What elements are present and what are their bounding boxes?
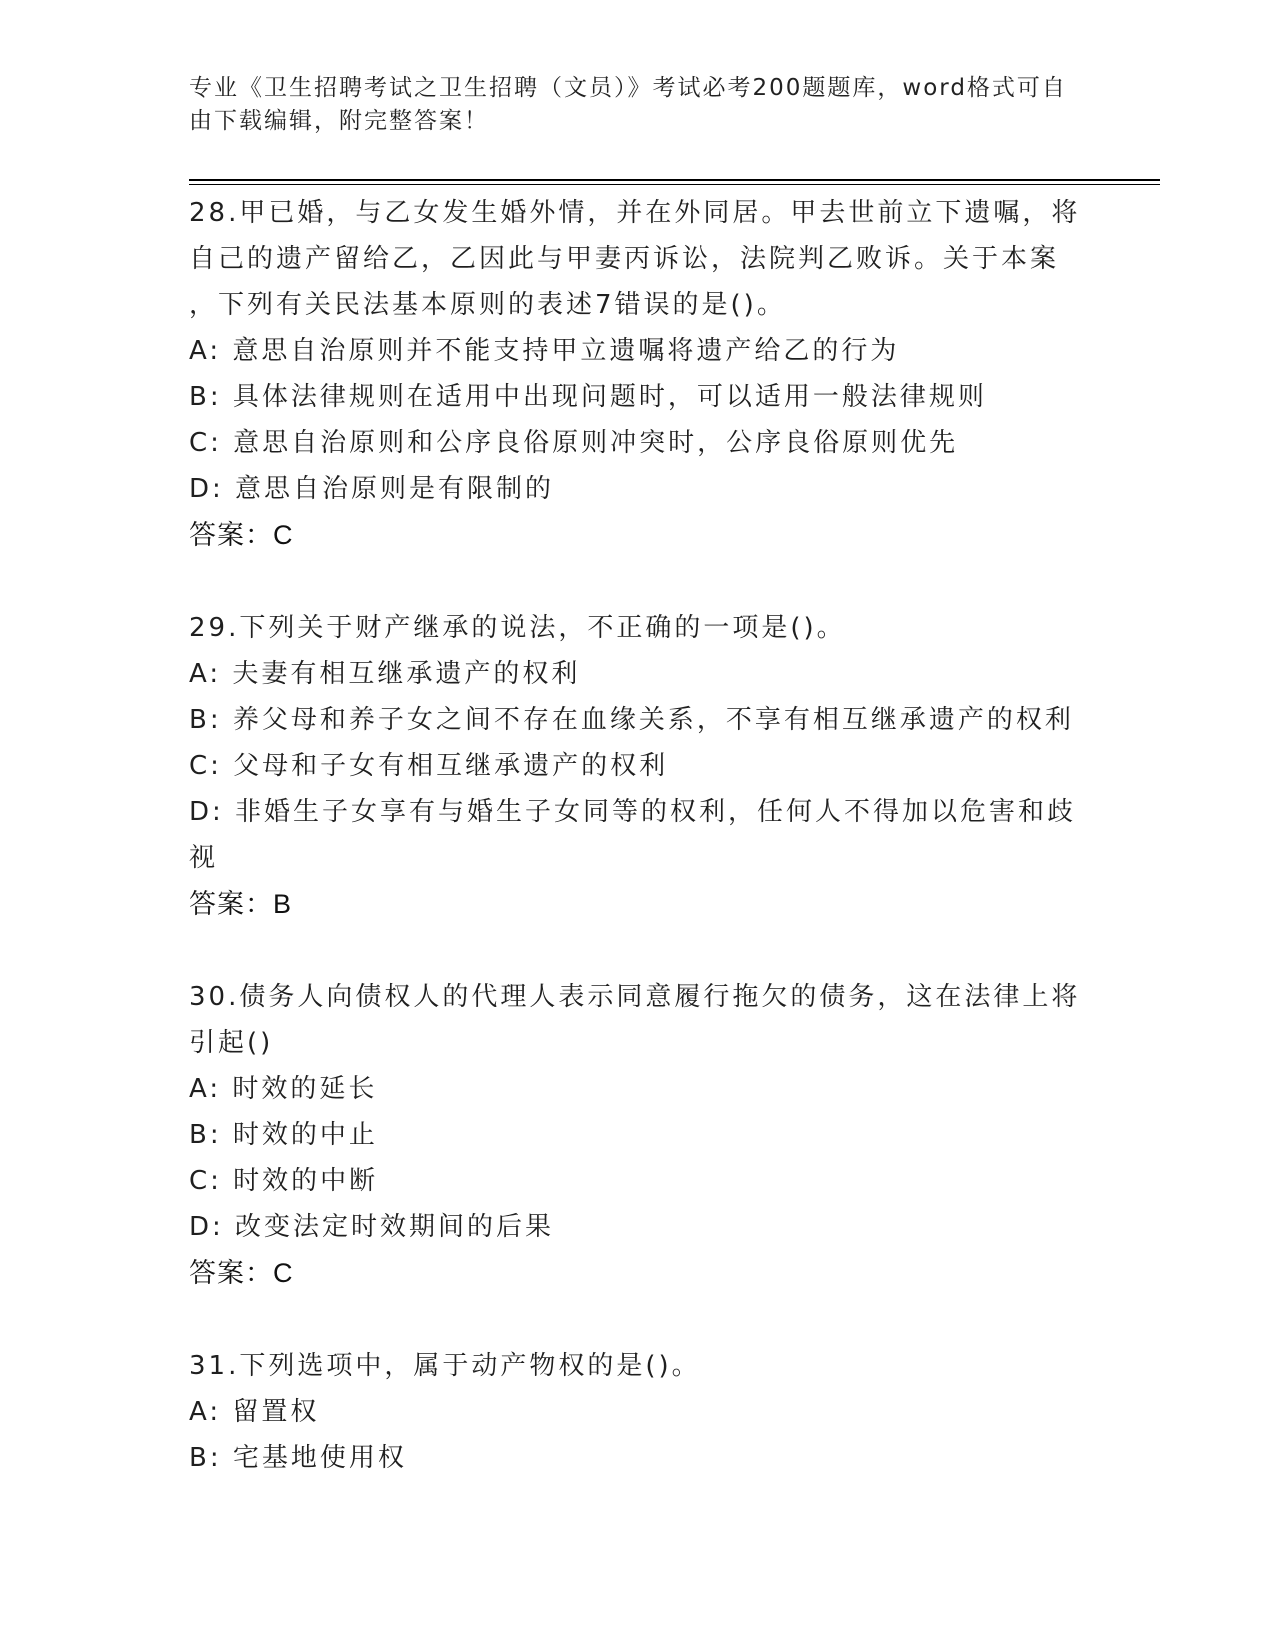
question-stem-line: 引起() <box>189 1028 274 1058</box>
option-d: D: 改变法定时效期间的后果 <box>189 1212 555 1242</box>
option-b: B: 宅基地使用权 <box>189 1443 407 1473</box>
answer-label: 答案： <box>189 889 273 920</box>
question-30 <box>189 974 1089 1297</box>
question-stem-line: 31.下列选项中，属于动产物权的是()。 <box>189 1351 701 1381</box>
option-b: B: 时效的中止 <box>189 1120 378 1150</box>
header-line-1: 专业《卫生招聘考试之卫生招聘（文员）》考试必考200题题库，word格式可自 <box>189 75 1067 101</box>
option-a: A: 留置权 <box>189 1397 320 1427</box>
answer-value: C <box>273 520 294 550</box>
question-stem-line: 28.甲已婚，与乙女发生婚外情，并在外同居。甲去世前立下遗嘱，将 <box>189 198 1081 228</box>
answer-line <box>189 1250 1089 1297</box>
question-stem-line: 29.下列关于财产继承的说法，不正确的一项是()。 <box>189 613 846 643</box>
question-28 <box>189 190 1089 559</box>
header-line-2: 由下载编辑，附完整答案！ <box>189 108 489 134</box>
question-stem-line: ，下列有关民法基本原则的表述7错误的是()。 <box>189 290 786 320</box>
question-31 <box>189 1343 1089 1481</box>
question-stem-line: 自己的遗产留给乙，乙因此与甲妻丙诉讼，法院判乙败诉。关于本案 <box>189 244 1060 274</box>
question-stem-line: 30.债务人向债权人的代理人表示同意履行拖欠的债务，这在法律上将 <box>189 982 1081 1012</box>
answer-line <box>189 512 1089 559</box>
option-a: A: 夫妻有相互继承遗产的权利 <box>189 659 581 689</box>
option-d: D: 非婚生子女享有与婚生子女同等的权利，任何人不得加以危害和歧 <box>189 797 1077 827</box>
option-a: A: 意思自治原则并不能支持甲立遗嘱将遗产给乙的行为 <box>189 336 900 366</box>
question-list <box>189 190 1089 1481</box>
answer-label: 答案： <box>189 520 273 551</box>
question-29 <box>189 605 1089 928</box>
option-c: C: 意思自治原则和公序良俗原则冲突时，公序良俗原则优先 <box>189 428 959 458</box>
document-header <box>189 72 1089 138</box>
option-c: C: 时效的中断 <box>189 1166 379 1196</box>
option-d-continued: 视 <box>189 843 219 873</box>
option-c: C: 父母和子女有相互继承遗产的权利 <box>189 751 669 781</box>
header-divider-thin <box>189 184 1160 185</box>
option-d: D: 意思自治原则是有限制的 <box>189 474 555 504</box>
answer-value: B <box>273 889 293 919</box>
answer-label: 答案： <box>189 1258 273 1289</box>
option-b: B: 养父母和养子女之间不存在血缘关系，不享有相互继承遗产的权利 <box>189 705 1074 735</box>
header-divider <box>189 179 1160 181</box>
option-a: A: 时效的延长 <box>189 1074 378 1104</box>
answer-line <box>189 881 1089 928</box>
answer-value: C <box>273 1258 294 1288</box>
option-b: B: 具体法律规则在适用中出现问题时，可以适用一般法律规则 <box>189 382 987 412</box>
